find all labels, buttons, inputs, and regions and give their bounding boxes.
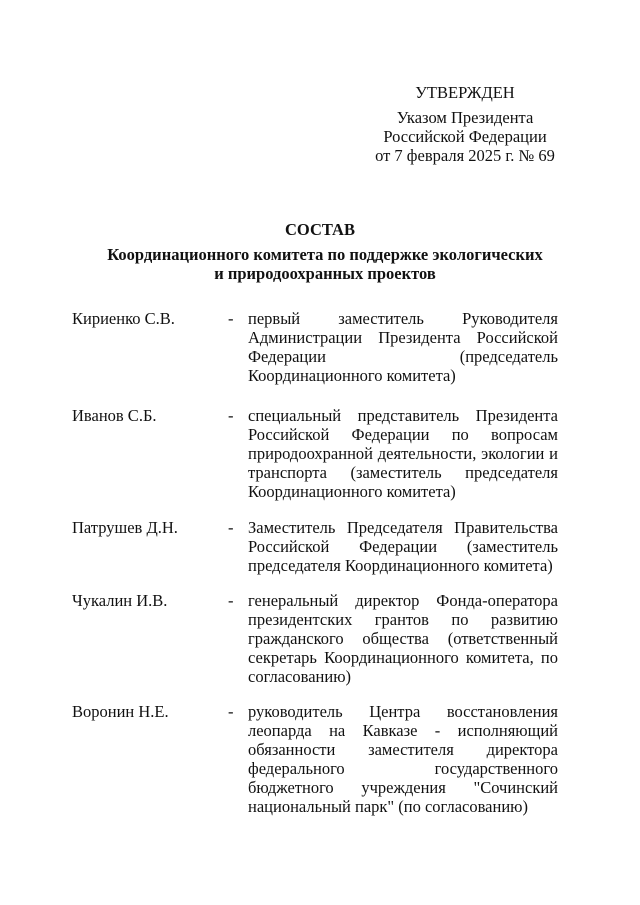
approval-line-federation: Российской Федерации — [383, 127, 547, 146]
member-dash: - — [228, 702, 234, 721]
member-row — [0, 591, 640, 686]
approval-line-decree: Указом Президента — [396, 108, 534, 127]
member-row — [0, 518, 640, 575]
document-title: СОСТАВ — [285, 220, 355, 239]
approval-line-date: от 7 февраля 2025 г. № 69 — [375, 146, 555, 165]
member-name: Кириенко С.В. — [72, 309, 175, 328]
member-dash: - — [228, 309, 234, 328]
member-dash: - — [228, 406, 234, 425]
subtitle-line-2: и природоохранных проектов — [214, 264, 436, 283]
member-name: Патрушев Д.Н. — [72, 518, 178, 537]
members-list — [0, 309, 640, 816]
member-row — [0, 309, 640, 385]
member-role: генеральный директор Фонда-оператора президентских грантов по развитию гражданского общества (ответственный секретарь Координационного комитета, по согласованию) — [248, 591, 558, 686]
document-subtitle — [90, 245, 560, 283]
approval-block — [372, 83, 558, 165]
member-role: руководитель Центра восстановления леопарда на Кавказе - исполняющий обязанности заместителя директора федерального государственного бюджетного учреждения "Сочинский национальный парк" (по согласованию) — [248, 702, 558, 816]
member-row — [0, 406, 640, 501]
member-role: специальный представитель Президента Российской Федерации по вопросам природоохранной деятельности, экологии и транспорта (заместитель председателя Координационного комитета) — [248, 406, 558, 501]
member-dash: - — [228, 518, 234, 537]
member-row — [0, 702, 640, 816]
approval-status: УТВЕРЖДЕН — [415, 83, 515, 102]
subtitle-line-1: Координационного комитета по поддержке экологических — [107, 245, 543, 264]
member-role: Заместитель Председателя Правительства Российской Федерации (заместитель председателя Координационного комитета) — [248, 518, 558, 575]
member-dash: - — [228, 591, 234, 610]
member-name: Иванов С.Б. — [72, 406, 157, 425]
member-name: Воронин Н.Е. — [72, 702, 169, 721]
member-name: Чукалин И.В. — [72, 591, 168, 610]
member-role: первый заместитель Руководителя Администрации Президента Российской Федерации (председатель Координационного комитета) — [248, 309, 558, 385]
